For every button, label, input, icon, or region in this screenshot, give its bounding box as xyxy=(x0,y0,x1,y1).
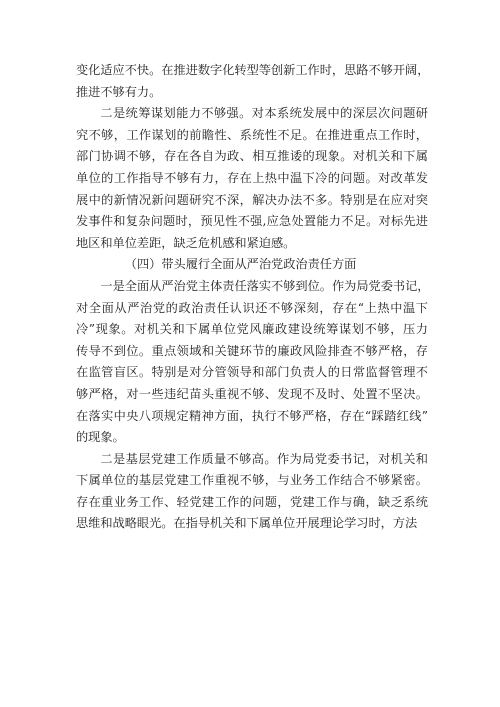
text-line: 二是基层党建工作质量不够高。作为局党委书记，对机关和 xyxy=(100,451,428,466)
text-line: 地区和单位差距，缺乏危机感和紧迫感。 xyxy=(76,235,296,250)
text-line: 的现象。 xyxy=(76,430,125,445)
text-line: 存在重业务工作、轻党建工作的问题，党建工作与确，缺乏系统 xyxy=(76,494,428,509)
text-line: 部门协调不够，存在各自为政、相互推诿的现象。对机关和下属 xyxy=(76,149,428,164)
text-line: 传导不到位。重点领域和关键环节的廉政风险排查不够严格，存 xyxy=(76,343,428,358)
text-line: 发事件和复杂问题时，预见性不强,应急处置能力不足。对标先进 xyxy=(76,214,428,229)
text-line: 在落实中央八项规定精神方面，执行不够严格，存在“踩踏红线” xyxy=(76,408,428,423)
paragraph xyxy=(76,60,428,103)
document-body xyxy=(76,60,428,535)
text-line: 二是统筹谋划能力不够强。对本系统发展中的深层次问题研 xyxy=(100,106,428,121)
text-line: 在监管盲区。特别是对分管领导和部门负责人的日常监督管理不 xyxy=(76,365,428,380)
section-heading xyxy=(76,254,428,276)
text-line: 对全面从严治党的政治责任认识还不够深刻，存在“上热中温下 xyxy=(76,300,428,315)
paragraph xyxy=(76,276,428,449)
text-line: 推进不够有力。 xyxy=(76,84,162,99)
paragraph xyxy=(76,103,428,254)
text-line: 够严格，对一些违纪苗头重视不够、发现不及时、处置不坚决。 xyxy=(76,386,428,401)
text-line: 冷”现象。对机关和下属单位党风廉政建设统筹谋划不够，压力 xyxy=(76,322,428,337)
paragraph xyxy=(76,449,428,535)
text-line: 单位的工作指导不够有力，存在上热中温下冷的问题。对改革发 xyxy=(76,170,428,185)
text-line: 究不够，工作谋划的前瞻性、系统性不足。在推进重点工作时， xyxy=(76,127,428,142)
text-line: 下属单位的基层党建工作重视不够，与业务工作结合不够紧密。 xyxy=(76,473,428,488)
text-line: 展中的新情况新问题研究不深，解决办法不多。特别是在应对突 xyxy=(76,192,428,207)
text-line: 一是全面从严治党主体责任落实不够到位。作为局党委书记， xyxy=(100,278,430,293)
text-line: （四）带头履行全面从严治党政治责任方面 xyxy=(124,257,357,272)
text-line: 思维和战略眼光。在指导机关和下属单位开展理论学习时，方法 xyxy=(76,516,418,531)
text-line: 变化适应不快。在推进数字化转型等创新工作时，思路不够开阔， xyxy=(76,63,430,77)
